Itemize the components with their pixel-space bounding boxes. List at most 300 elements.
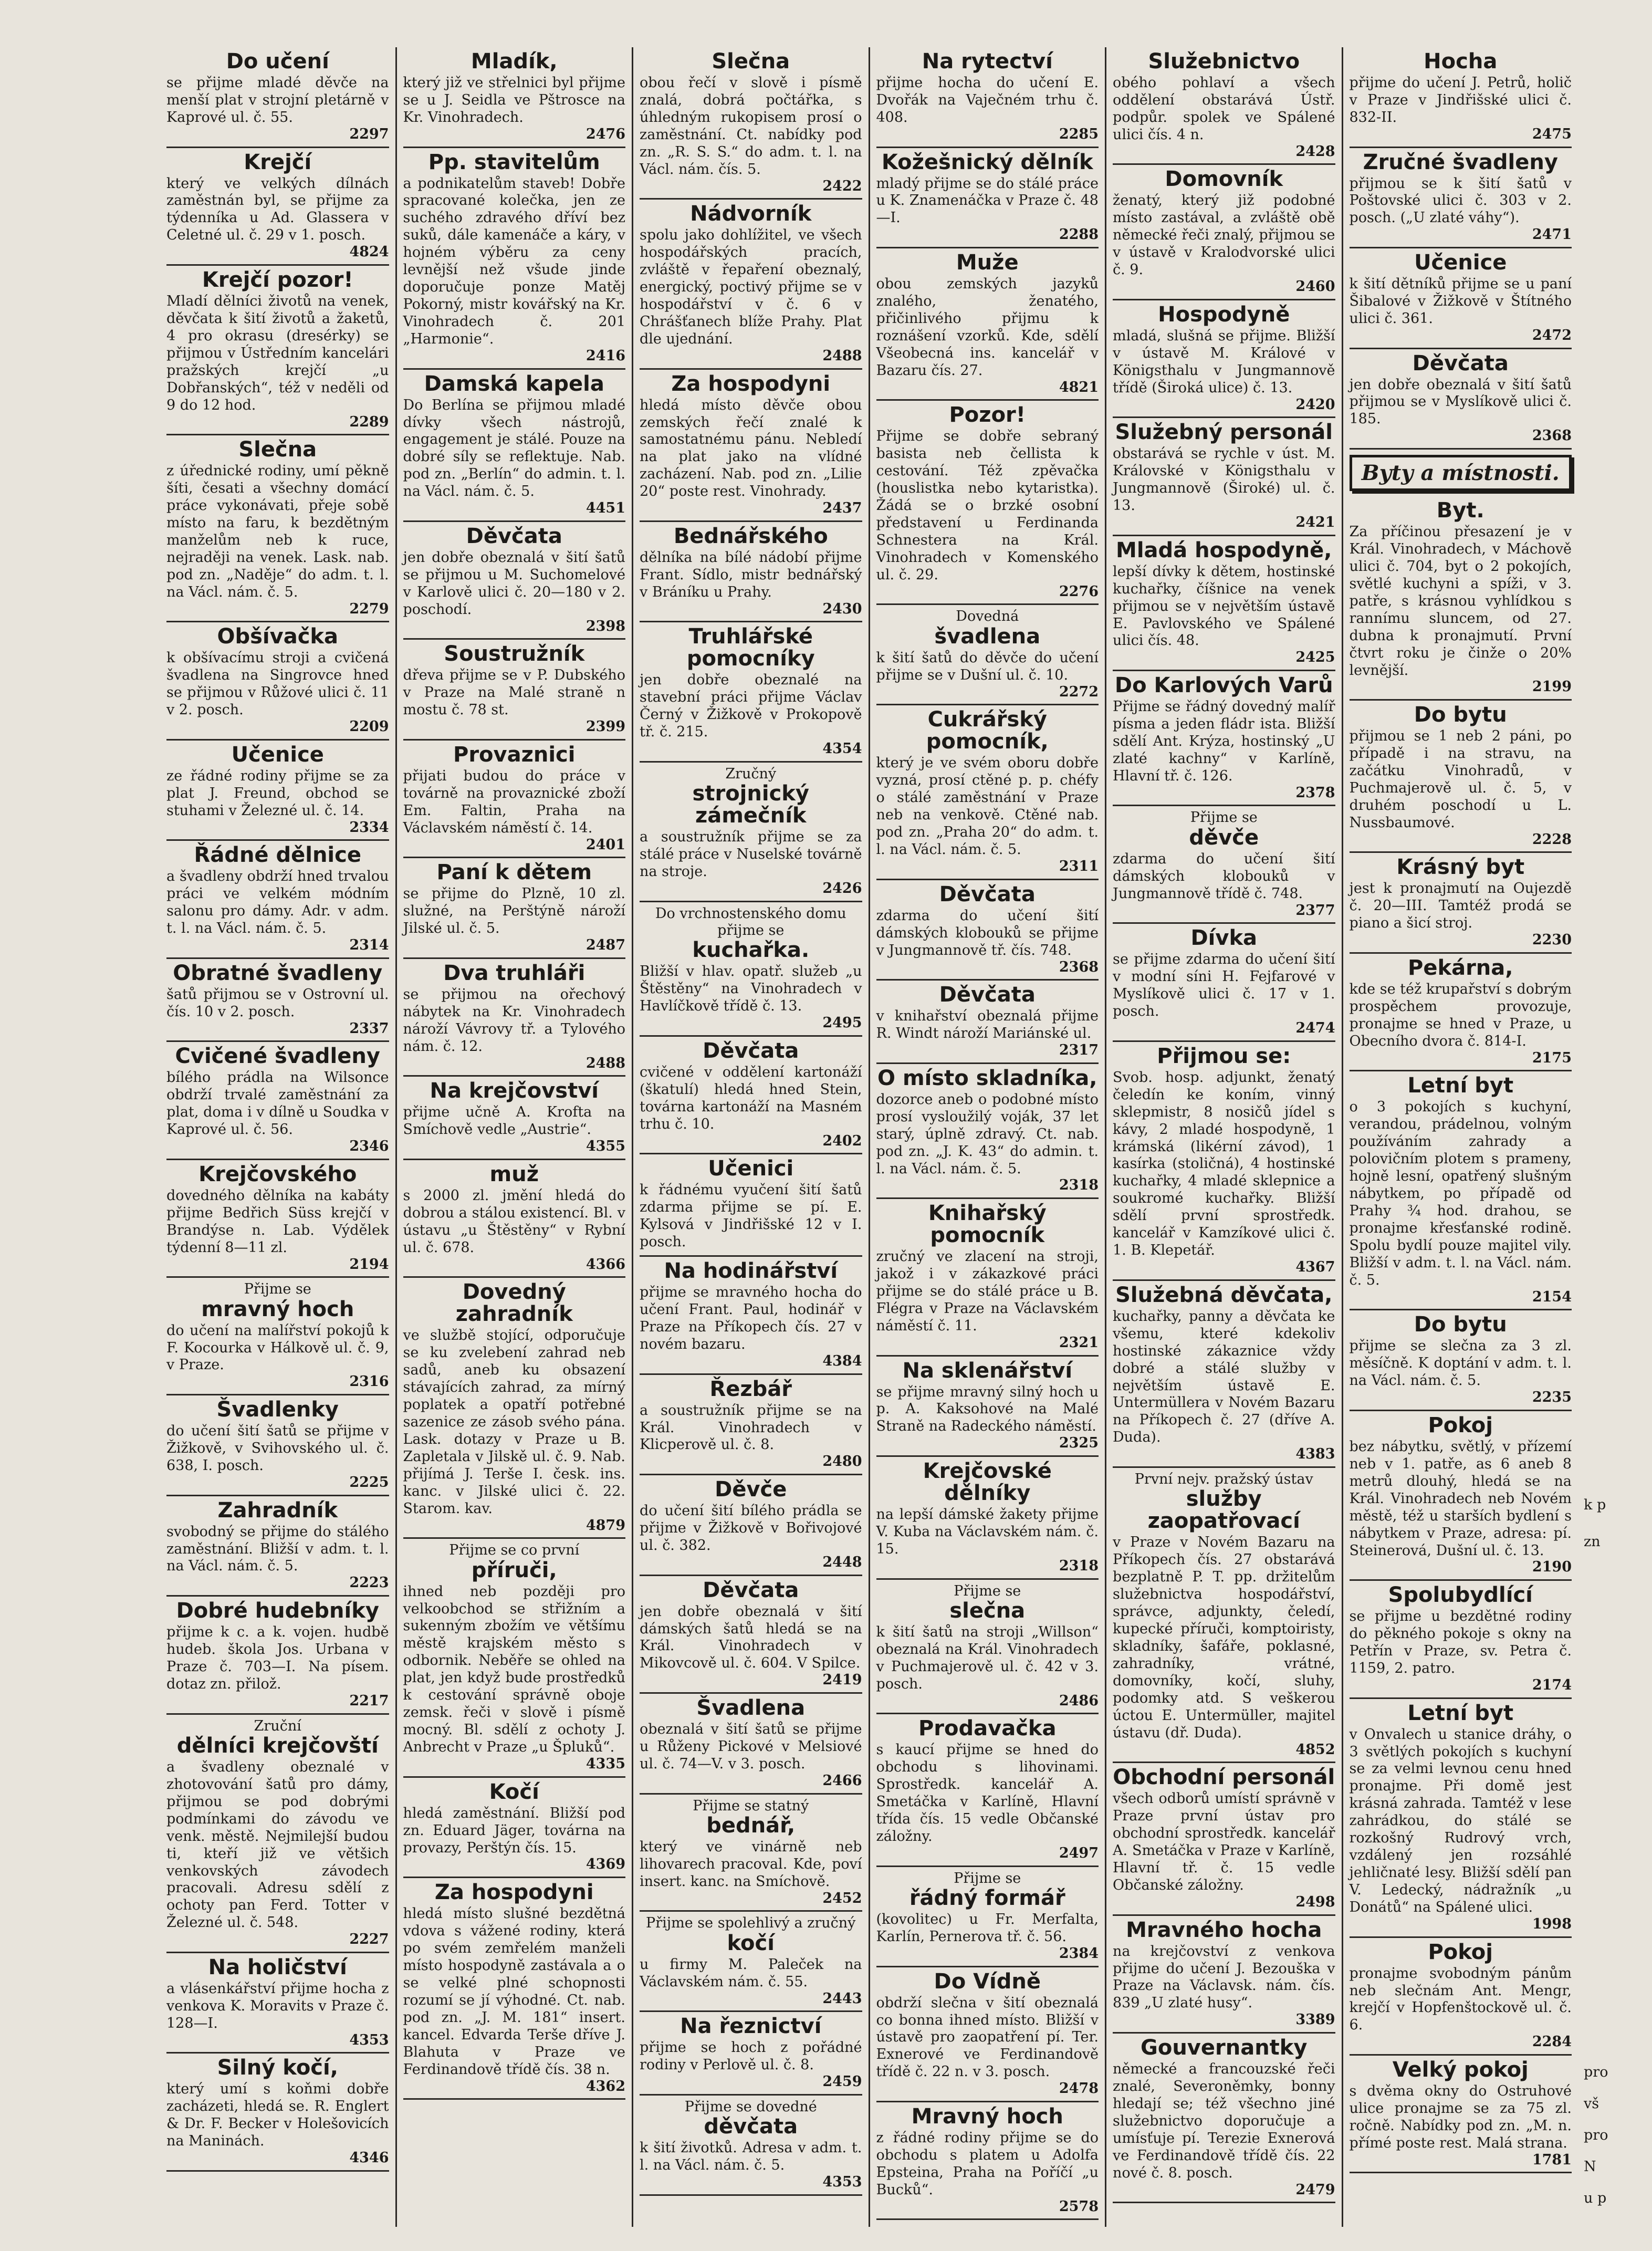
- ad-number: 2272: [1059, 683, 1099, 700]
- ad-number: 2474: [1295, 1020, 1335, 1037]
- ad-number: 2428: [1295, 143, 1335, 160]
- ad-preheading: První nejv. pražský ústav: [1134, 1471, 1313, 1487]
- ad-heading: Učenice: [231, 742, 324, 767]
- ad-body: přijme se slečna za 3 zl. měsíčně. K doptání v adm. t. l. na Václ. nám. č. 5.: [1349, 1338, 1572, 1389]
- classified-ad: [403, 1278, 626, 1539]
- classified-ad: [876, 1064, 1099, 1199]
- ad-heading: Učenici: [708, 1156, 794, 1181]
- adjacent-text-fragment: vš: [1584, 2096, 1599, 2112]
- ad-body: s 2000 zl. jmění hledá do dobrou a stálou existencí. Bl. v ústavu „u Štěstěny“ v Rybní ul. č. 678.: [403, 1187, 625, 1256]
- ad-heading: Spolubydlící: [1388, 1583, 1533, 1608]
- ad-number: 2325: [1059, 1435, 1099, 1452]
- classified-ad: [1113, 1042, 1335, 1281]
- ad-heading: Domovník: [1165, 167, 1283, 192]
- ad-body: k šití šatů do děvče do učení přijme se v Dušní ul. č. 10.: [876, 649, 1099, 683]
- ad-body: se přijmou na ořechový nábytek na Kr. Vinohradech nároží Vávrovy tř. a Tylového nám. č. 12.: [403, 986, 625, 1055]
- ad-heading: Obchodní personál: [1113, 1765, 1335, 1790]
- classified-ad: [166, 1496, 389, 1597]
- classified-ad: [1113, 418, 1335, 536]
- ad-heading: Na řeznictví: [680, 2014, 822, 2039]
- ad-heading: Velký pokoj: [1392, 2058, 1529, 2082]
- ad-body: k šití dětníků přijme se u paní Šibalové v Žižkově v Štítného ulici č. 361.: [1349, 276, 1572, 327]
- ad-body: jen dobře obeznalá v šití šatů se přijmou u M. Suchomelové v Karlově ulici č. 20—180 v 2. poschodí.: [403, 549, 625, 618]
- ad-body: s dvěma okny do Ostruhové ulice pronajme se za 75 zl. ročně. Nabídky pod zn. „M. n. přímé poste rest. Malá strana.: [1349, 2083, 1572, 2151]
- ad-heading: Pokoj: [1428, 1940, 1493, 1964]
- ad-number: 2419: [822, 1672, 862, 1689]
- ad-number: 2314: [349, 937, 389, 954]
- ad-number: 2488: [822, 347, 862, 364]
- classified-ad: [403, 1160, 626, 1278]
- ad-heading: děvčata: [704, 2114, 798, 2139]
- ad-body: v Praze v Novém Bazaru na Příkopech čís. 27 obstarává bezplatně P. T. pp. držitelům služebnictva hospodářství, správce, adjunkty, čeledí, kupecké příruči, komptoiristy, skladníky, šafáře, poklasné, zahradníky, vrátné, domovníky, kočí, sluhy, podomky atd. S veškerou úctou E. Untermüller, majitel ústavu (dř. Duda).: [1113, 1534, 1335, 1741]
- ad-heading: Krejčí: [244, 150, 312, 174]
- ad-body: a vlásenkářství přijme hocha z venkova K. Moravits v Praze č. 128—I.: [166, 1980, 389, 2031]
- ad-body: zručný ve zlacení na stroji, jakož i v zákazkové práci přijme se do stálé práce u B. Flégra v Praze na Václavském náměstí č. 11.: [876, 1248, 1099, 1334]
- ad-body: přijme do učení J. Petrů, holič v Praze v Jindřišské ulici č. 832-II.: [1349, 75, 1572, 126]
- ad-heading: Hospodyně: [1158, 302, 1290, 327]
- ad-preheading: Přijme se dovedné: [684, 2098, 817, 2115]
- ad-number: 2471: [1532, 226, 1572, 243]
- classified-ad: [403, 1878, 626, 2100]
- ad-number: 2368: [1059, 958, 1099, 975]
- ad-body: šatů přijmou se v Ostrovní ul. čís. 10 v 2. posch.: [166, 986, 389, 1020]
- classified-ad: [1350, 954, 1572, 1071]
- ad-heading: Silný kočí,: [217, 2056, 338, 2080]
- classified-ad: [403, 47, 626, 148]
- ad-body: jen dobře obeznalé na stavební práci přijme Václav Černý v Žižkově v Prokopově tř. č. 215.: [640, 672, 862, 741]
- classified-ad: [876, 47, 1099, 148]
- ad-heading: Řádné dělnice: [194, 843, 361, 868]
- ad-number: 4369: [585, 1856, 625, 1873]
- ad-number: 2421: [1295, 514, 1335, 530]
- ad-number: 2175: [1532, 1049, 1572, 1066]
- ad-body: jen dobře obeznalá v šití šatů přijmou se v Myslíkově ulici č. 185.: [1349, 376, 1572, 428]
- ad-body: hledá místo slušné bezdětná vdova s vážené rodiny, která po svém zemřelém manželi místo hospodyně zastávala a o se velké plné schopnosti rozumí se jí výhodné. Ct. nab. pod zn. „J. M. 181“ insert. kancel. Edvarda Terše dříve J. Blahuta v Praze ve Ferdinandově třídě čís. 38 n.: [403, 1905, 625, 2078]
- ad-number: 2422: [822, 178, 862, 194]
- classified-ad: [403, 148, 626, 370]
- ad-body: k šití životků. Adresa v adm. t. l. na Václ. nám. č. 5.: [640, 2140, 862, 2174]
- ad-body: Bližší v hlav. opatř. služeb „u Štěstěny“ na Vinohradech v Havlíčkově třídě č. 13.: [640, 963, 862, 1015]
- ad-heading: slečna: [949, 1598, 1026, 1623]
- ad-heading: řádný formář: [909, 1886, 1065, 1911]
- classified-ad: [640, 1375, 862, 1476]
- ad-body: bílého prádla na Wilsonce obdrží trvalé zaměstnání za plat, doma i v dílně u Soudka v Kaprové ul. č. 56.: [166, 1069, 389, 1138]
- ad-heading: Soustružník: [444, 642, 585, 666]
- ad-body: přijati budou do práce v továrně na provaznické zboží Em. Faltin, Praha na Václavském náměstí č. 14.: [403, 767, 625, 836]
- ad-body: Přijme se řádný dovedný malíř písma a jeden fládr ista. Bližší sdělí Ant. Krýza, hostinský „U zlaté kachny“ v Karlíně, Hlavní tř. č. 126.: [1113, 699, 1335, 784]
- ad-body: do učení šití bílého prádla se přijme v Žižkově v Bořivojové ul. č. 382.: [640, 1503, 862, 1554]
- classified-ad: [403, 741, 626, 858]
- classified-ad: [876, 1867, 1099, 1967]
- classified-ad: [640, 622, 862, 762]
- ad-number: 2284: [1532, 2034, 1572, 2050]
- ad-body: který ve velkých dílnách zaměstnán byl, se přijme za týdenníka u Ad. Glassera v Celetné ul. č. 29 v 1. posch.: [166, 175, 389, 244]
- ad-number: 4821: [1059, 379, 1099, 395]
- column-2: [395, 47, 632, 2227]
- ad-heading: Děvčata: [939, 983, 1036, 1007]
- ad-number: 2288: [1059, 226, 1099, 243]
- ad-body: obou zemských jazyků znalého, ženatého, přičinlivého přijmu k roznášení vzorků. Kde, sdělí Všeobecná ins. kancelář v Bazaru čís. 27.: [876, 276, 1099, 379]
- ad-preheading: Přijme se co první: [449, 1542, 580, 1559]
- ad-number: 2235: [1532, 1389, 1572, 1406]
- classified-ad: [403, 1077, 626, 1160]
- ad-heading: Mladá hospodyně,: [1116, 538, 1332, 562]
- ad-number: 2495: [822, 1015, 862, 1031]
- classified-ad: [640, 1694, 862, 1795]
- ad-body: obdrží slečna v šití obeznalá co bonna ihned místo. Bližší v ústavě pro zaopatření pí. Ter. Exnerové ve Ferdinandově třídě č. 22 n. v 3. posch.: [876, 1994, 1099, 2080]
- classified-ad: [876, 1714, 1099, 1867]
- ad-heading: Děvčata: [703, 1578, 799, 1602]
- classified-ad: [1350, 349, 1572, 450]
- ad-heading: Děvčata: [466, 524, 562, 548]
- ad-heading: děvče: [1189, 825, 1259, 850]
- classified-ad: [166, 2054, 389, 2171]
- ad-number: 2459: [822, 2073, 862, 2090]
- ad-body: obeznalá v šití šatů se přijme u Růženy Pickové v Melsiové ul. č. 74—V. v 3. posch.: [640, 1721, 862, 1772]
- ad-number: 2399: [585, 718, 625, 735]
- ad-heading: Kočí: [489, 1779, 539, 1804]
- classified-ad: [876, 148, 1099, 249]
- classified-ad: [640, 2012, 862, 2096]
- classified-ad: [1113, 47, 1335, 165]
- ad-heading: Dva truhláři: [443, 961, 585, 985]
- ad-body: který již ve střelnici byl přijme se u J. Seidla ve Pštrosce na Kr. Vinohradech.: [403, 75, 625, 126]
- ad-number: 2174: [1532, 1676, 1572, 1693]
- classified-ad: [166, 741, 389, 841]
- ad-heading: Na rytectví: [922, 49, 1053, 74]
- ad-number: 4354: [822, 741, 862, 757]
- classified-ad: [166, 622, 389, 740]
- adjacent-text-fragment: pro: [1584, 2064, 1608, 2080]
- ad-preheading: Zručný: [725, 765, 777, 782]
- ad-number: 2426: [822, 880, 862, 897]
- ad-body: svobodný se přijme do stálého zaměstnání. Bližší v adm. t. l. na Václ. nám. č. 5.: [166, 1523, 389, 1575]
- ad-number: 4367: [1295, 1259, 1335, 1276]
- classified-ad: [403, 522, 626, 640]
- ad-body: s kaucí přijme se hned do obchodu s lihovinami. Sprostředk. kancelář A. Smetáčka v Karlíně, Hlavní třída čís. 15 vedle Občanské záložny.: [876, 1742, 1099, 1845]
- ad-heading: Švadlenky: [216, 1398, 339, 1422]
- ad-heading: Provaznici: [453, 742, 576, 767]
- ad-heading: Za hospodyni: [671, 371, 831, 396]
- ad-number: 2225: [349, 1474, 389, 1491]
- ad-heading: Damská kapela: [424, 371, 604, 396]
- ad-number: 2209: [349, 718, 389, 735]
- ad-body: k obšívacímu stroji a cvičená švadlena na Singrovce hned se přijmou v Růžové ulici č. 11 v 2. posch.: [166, 650, 389, 718]
- adjacent-text-fragment: N: [1584, 2159, 1596, 2175]
- classified-ad: [1350, 1938, 1572, 2056]
- ad-heading: Kožešnický dělník: [881, 150, 1093, 174]
- ad-body: přijme se hoch z pořádné rodiny v Perlově ul. č. 8.: [640, 2039, 862, 2073]
- ad-preheading: Dovedná: [956, 608, 1019, 625]
- ad-heading: Do Karlových Varů: [1114, 673, 1333, 698]
- ad-heading: Nádvorník: [690, 202, 812, 226]
- column-5: [1105, 47, 1342, 2227]
- ad-heading: Učenice: [1414, 251, 1507, 275]
- ad-number: 4451: [585, 500, 625, 517]
- ad-heading: Mravný hoch: [911, 2104, 1063, 2129]
- classified-ad: [640, 1154, 862, 1257]
- ad-body: obou řečí v slově i písmě znalá, dobrá počtářka, s úhledným rukopisem prosí o zaměstnání. Ct. nabídky pod zn. „R. S. S.“ do adm. t. l. na Václ. nám. čís. 5.: [640, 75, 862, 178]
- ad-preheading: Přijme se statný: [693, 1797, 809, 1814]
- ad-number: 2318: [1059, 1177, 1099, 1194]
- ad-number: 2368: [1532, 428, 1572, 444]
- ad-body: se přijme zdarma do učení šití v modní síni H. Fejfarové v Myslíkově ulici č. 17 v 1. posch.: [1113, 951, 1335, 1020]
- ad-heading: Dívka: [1190, 926, 1258, 951]
- ad-number: 2377: [1295, 902, 1335, 919]
- ad-number: 2448: [822, 1554, 862, 1570]
- ad-number: 2488: [585, 1055, 625, 1071]
- ad-number: 2384: [1059, 1945, 1099, 1962]
- ad-body: ve službě stojící, odporučuje se ku zvelebení zahrad neb sadů, aneb ku obsazení stávajících zahrad, za mírný poplatek a opatří potřebné sazenice ze zásob svého pána. Lask. dotazy v Praze u B. Zapletala v Jilskě ul. č. 9. Nab. přijímá J. Terše I. česk. ins. kanc. v Jilské ulici č. 22. Starom. kav.: [403, 1327, 625, 1517]
- classified-ad: [166, 1953, 389, 2054]
- classified-ad: [876, 981, 1099, 1064]
- classified-ad: [876, 1580, 1099, 1715]
- classified-ad: [876, 880, 1099, 981]
- ad-heading: Byt.: [1436, 498, 1484, 523]
- ad-heading: Přijmou se:: [1157, 1044, 1291, 1068]
- ad-heading: Do Vídně: [934, 1969, 1041, 1994]
- ad-number: 2289: [349, 413, 389, 430]
- adjacent-text-fragment: u p: [1584, 2190, 1607, 2206]
- ad-body: dovedného dělníka na kabáty přijme Bedřich Süss krejčí v Brandýse n. Lab. Výdělek týdenní 8—11 zl.: [166, 1187, 389, 1256]
- classified-ad: [876, 605, 1099, 705]
- ad-number: 2452: [822, 1890, 862, 1906]
- ad-number: 2316: [349, 1373, 389, 1390]
- ad-heading: Obratné švadleny: [173, 961, 383, 985]
- classified-ad: [876, 248, 1099, 401]
- classified-ad: [1113, 1281, 1335, 1468]
- ad-body: k šití šatů na stroji „Willson“ obeznalá na Král. Vinohradech v Puchmajerově ul. č. 42 v 3. posch.: [876, 1623, 1099, 1692]
- classified-ad: [1350, 701, 1572, 853]
- classified-ad: [876, 1457, 1099, 1580]
- ad-number: 2346: [349, 1138, 389, 1155]
- ad-number: 2437: [822, 500, 862, 517]
- ad-heading: dělníci krejčovští: [176, 1733, 379, 1758]
- ad-heading: Muže: [956, 251, 1019, 275]
- ad-body: Mladí dělníci životů na venek, děvčata k šití životů a žaketů, 4 pro okrasu (dresérky) se přijmou v Ústředním kancelári pražských krejčí „u Dobřanských“, též v neděli od 9 do 12 hod.: [166, 293, 389, 413]
- column-3: [632, 47, 869, 2227]
- ad-number: 2228: [1532, 831, 1572, 848]
- ad-number: 2475: [1532, 126, 1572, 142]
- ad-body: o 3 pokojích s kuchyní, verandou, prádelnou, volným používáním zahrady a polovičním plotem s prameny, hojně lesní, opatřený slušným nábytkem, po případě od Prahy ¾ hod. drahou, se pronajme křesťanské rodině. Spolu bydlí pouze majitel vily. Bližší v adm. t. l. na Václ. nám. č. 5.: [1349, 1099, 1572, 1288]
- ad-body: z úřednické rodiny, umí pěkně šíti, česati a všechny domácí práce vykonávati, přeje sobě místo na faru, k bezdětným manželům neb k ruce, nejraději na venek. Lask. nab. pod zn. „Naděje“ do adm. t. l. na Václ. nám. č. 5.: [166, 463, 389, 600]
- ad-number: 2466: [822, 1772, 862, 1789]
- classified-ad: [640, 902, 862, 1037]
- ad-body: ze řádné rodiny přijme se za plat J. Freund, obchod se stuhami v Železné ul. č. 14.: [166, 767, 389, 819]
- ad-number: 2285: [1059, 126, 1099, 142]
- column-1: [160, 47, 395, 2227]
- ad-heading: Pp. stavitelům: [428, 150, 600, 174]
- classified-ad: [1113, 1763, 1335, 1915]
- ad-heading: Letní byt: [1407, 1701, 1514, 1725]
- ad-heading: Pokoj: [1428, 1413, 1493, 1437]
- classified-ad: [876, 1357, 1099, 1457]
- ad-heading: Krásný byt: [1396, 855, 1525, 880]
- ad-number: 2498: [1295, 1893, 1335, 1910]
- ad-number: 4383: [1295, 1446, 1335, 1463]
- classified-ad: [1350, 1310, 1572, 1411]
- ad-number: 2154: [1532, 1288, 1572, 1305]
- ad-heading: Děvčata: [939, 882, 1036, 906]
- classified-ad: [403, 1539, 626, 1777]
- ad-body: z řádné rodiny přijme se do obchodu s platem u Adolfa Epsteina, Praha na Poříčí „u Bucků“.: [876, 2129, 1099, 2198]
- ad-number: 2190: [1532, 1559, 1572, 1576]
- ad-number: 4824: [349, 244, 389, 260]
- ad-number: 2194: [349, 1256, 389, 1273]
- ad-body: který ve vinárně neb lihovarech pracoval. Kde, poví insert. kanc. na Smíchově.: [640, 1838, 862, 1890]
- ad-body: a švadleny obeznalé v zhotovování šatů pro dámy, přijmou se pod dobrými podmínkami do závodu ve venk. městě. Nejmilejší budou ti, kteří již ve většich venkovských závodech pracovali. Adresu sdělí z ochoty pan Ferd. Totter v Železné ul. č. 548.: [166, 1758, 389, 1931]
- ad-heading: Bednářského: [673, 524, 828, 548]
- ad-heading: Mravného hocha: [1126, 1917, 1322, 1942]
- adjacent-page-strip: [1581, 47, 1644, 2227]
- classified-ad: [1113, 671, 1335, 806]
- ad-heading: Na hodinářství: [664, 1259, 838, 1284]
- adjacent-text-fragment: k p: [1584, 1497, 1606, 1513]
- ad-heading: Cvičené švadleny: [175, 1044, 380, 1069]
- ad-heading: Dovedný zahradník: [455, 1280, 573, 1327]
- classified-ad: [640, 2096, 862, 2196]
- ad-body: hledá místo děvče obou zemských řečí znalé k samostatnému pánu. Nebledí na plat jako na vlídné zacházení. Nab. pod zn. „Lilie 20“ poste rest. Vinohrady.: [640, 397, 862, 500]
- ad-heading: O místo skladníka,: [877, 1066, 1097, 1090]
- ad-body: pronajme svobodným pánům neb slečnám Ant. Mengr, krejčí v Hopfenštockově ul. č. 6.: [1349, 1965, 1572, 2034]
- ad-number: 4353: [822, 2174, 862, 2191]
- classified-ad: [876, 1199, 1099, 1356]
- classified-ad: [166, 1395, 389, 1496]
- ad-heading: Krejčovské dělníky: [923, 1459, 1052, 1506]
- classified-ad: [640, 1257, 862, 1374]
- ad-heading: Děvčata: [703, 1038, 799, 1063]
- ad-body: cvičené v oddělení kartonáží (škatulí) hledá hned Stein, továrna kartonáží na Masném trhu č. 10.: [640, 1064, 862, 1132]
- classified-ad: [640, 522, 862, 623]
- ad-number: 2230: [1532, 932, 1572, 949]
- ad-body: přijme k c. a k. vojen. hudbě hudeb. škola Jos. Urbana v Praze č. 703—I. Na písem. dotaz zn. přilož.: [166, 1624, 389, 1692]
- ad-heading: Pekárna,: [1408, 955, 1513, 980]
- classified-ad: [1350, 2056, 1572, 2173]
- ad-heading: kočí: [727, 1931, 775, 1955]
- ad-number: 2476: [585, 126, 625, 142]
- ad-heading: švadlena: [934, 624, 1041, 649]
- classified-ad: [876, 2102, 1099, 2220]
- ad-body: se přijme mladé děvče na menší plat v strojní pletárně v Kaprové ul. č. 55.: [166, 75, 389, 126]
- classified-ad: [876, 401, 1099, 605]
- classified-ad: [403, 1778, 626, 1879]
- classified-ad: [166, 1160, 389, 1278]
- ad-body: přijme učně A. Krofta na Smíchově vedle „Austrie“.: [403, 1104, 625, 1138]
- classified-ad: [640, 763, 862, 902]
- ad-number: 2416: [585, 347, 625, 364]
- ad-heading: Děvčata: [1412, 351, 1509, 376]
- adjacent-text-fragment: pro: [1584, 2127, 1608, 2143]
- ad-number: 2199: [1532, 679, 1572, 695]
- classified-ad: [166, 148, 389, 266]
- ad-heading: Na holičství: [208, 1955, 347, 1979]
- classified-ad: [403, 959, 626, 1077]
- classified-ad: [1350, 248, 1572, 349]
- classified-ad: [1350, 47, 1572, 148]
- classified-ad: [166, 1042, 389, 1160]
- ad-body: do učení na malířství pokojů k F. Kocourka v Hálkově ul. č. 9, v Praze.: [166, 1322, 389, 1373]
- classified-ad: [166, 47, 389, 148]
- classified-ad: [166, 435, 389, 622]
- ad-body: přijmou se 1 neb 2 páni, po případě i na stravu, na začátku Vinohradů, v Puchmajerově ul. č. 5, v druhém poschodí u L. Nussbaumové.: [1349, 728, 1572, 831]
- classified-ad: [640, 1475, 862, 1576]
- classified-ad: [1350, 1411, 1572, 1581]
- ad-number: 4353: [349, 2031, 389, 2048]
- classified-ad: [640, 370, 862, 522]
- classified-ad: [1350, 1699, 1572, 1938]
- ad-number: 2443: [822, 1990, 862, 2007]
- ad-body: který umí s koňmi dobře zacházeti, hledá se. R. Englert & Dr. F. Becker v Holešovicích na Maninách.: [166, 2081, 389, 2150]
- classified-ad: [1113, 924, 1335, 1041]
- ad-heading: strojnický zámečník: [692, 781, 809, 828]
- classified-ad: [1350, 148, 1572, 249]
- ad-heading: kuchařka.: [692, 938, 810, 963]
- ad-body: a švadleny obdrží hned trvalou práci ve velkém módním salonu pro dámy. Adr. v adm. t. l. na Václ. nám. č. 5.: [166, 868, 389, 937]
- ad-heading: Za hospodyni: [434, 1880, 594, 1905]
- ad-body: a podnikatelům staveb! Dobře spracované kolečka, jen ze suchého zdravého dříví bez suků, dále kamenáče a káry, v hojném výběru za ceny levnější než všude jinde doporučuje ponze Matěj Pokorný, mistr kovářský na Kr. Vinohradech č. 201 „Harmonie“.: [403, 175, 625, 347]
- ad-heading: Prodavačka: [918, 1716, 1057, 1741]
- ad-body: Do Berlína se přijmou mladé dívky všech nástrojů, engagement je stálé. Pouze na dobré síly se reflektuje. Nab. pod zn. „Berlín“ do admin. t. l. na Václ. nám. č. 5.: [403, 397, 625, 500]
- ad-heading: Do bytu: [1414, 703, 1507, 727]
- ad-body: ihned neb později pro velkoobchod se střižním a sukenným zbožím ve většímu městě krajském město s odbornik. Neběře se ohled na plat, jen když bude prostředků k cestování správně oboje zemsk. řeči v slově i písmě mocný. Bl. sdělí z ochoty J. Anbrecht v Praze „u Špluků“.: [403, 1583, 625, 1756]
- ad-body: hledá zaměstnání. Bližší pod zn. Eduard Jäger, továrna na provazy, Perštýn čís. 15.: [403, 1805, 625, 1856]
- ad-number: 2276: [1059, 583, 1099, 600]
- ad-number: 2227: [349, 1931, 389, 1948]
- ad-heading: Služebnictvo: [1148, 49, 1300, 74]
- ad-number: 2402: [822, 1132, 862, 1149]
- column-4: [869, 47, 1105, 2227]
- ad-number: 2378: [1295, 784, 1335, 801]
- ad-preheading: Do vrchnostenského domu přijme se: [655, 905, 846, 939]
- ad-body: zdarma do učení šití dámských klobouků v Jungmannově třídě č. 748.: [1113, 850, 1335, 902]
- ad-number: 2297: [349, 126, 389, 142]
- ad-heading: Dobré hudebníky: [176, 1599, 379, 1623]
- classified-ad: [166, 1715, 389, 1953]
- classified-ad: [166, 266, 389, 435]
- ad-number: 2425: [1295, 649, 1335, 666]
- ad-body: přijme se mravného hocha do učení Frant. Paul, hodinář v Praze na Příkopech čís. 27 v novém bazaru.: [640, 1284, 862, 1352]
- ad-number: 4366: [585, 1256, 625, 1273]
- classified-ad: [1350, 496, 1572, 701]
- classified-ad: [640, 47, 862, 200]
- ad-number: 2223: [349, 1575, 389, 1591]
- classified-ad: [1350, 853, 1572, 954]
- classified-ad: [1113, 165, 1335, 300]
- ad-number: 2318: [1059, 1557, 1099, 1574]
- classified-ad: [403, 858, 626, 959]
- ad-number: 2401: [585, 836, 625, 853]
- classified-ad: [403, 640, 626, 741]
- ad-body: bez nábytku, světlý, v přízemí neb v 1. patře, as 6 aneb 8 metrů dlouhý, hledá se na Král. Vinohradech neb Novém městě, též u starších bydlení s nábytkem v Praze, adresa: pí. Steinerová, Dušní ul. č. 13.: [1349, 1438, 1572, 1559]
- ad-heading: muž: [489, 1162, 539, 1186]
- ad-heading: Knihařský pomocník: [928, 1201, 1047, 1248]
- ad-body: a soustružník přijme se na Král. Vinohradech v Klicperově ul. č. 8.: [640, 1402, 862, 1453]
- ad-number: 2311: [1059, 858, 1099, 875]
- classified-ad: [166, 841, 389, 958]
- ad-body: ženatý, který již podobné místo zastával, a zvláště obě německé řeči znalý, přijmou se v ústavě v Kralodvorské ulici č. 9.: [1113, 192, 1335, 278]
- ad-preheading: Přijme se: [1190, 809, 1258, 826]
- ad-body: v knihařství obeznalá přijme R. Windt nároží Mariánské ul.: [876, 1008, 1099, 1042]
- classified-ad: [1350, 1071, 1572, 1310]
- ad-heading: Cukrářský pomocník,: [926, 707, 1049, 754]
- ad-body: který je ve svém oboru dobře vyzná, prosí ctěné p. p. chéfy o stálé zaměstnání v Praze neb na venkově. Ctěné nab. pod zn. „Praha 20“ do adm. t. l. na Václ. nám. č. 5.: [876, 755, 1099, 858]
- ad-body: na lepší dámské žakety přijme V. Kuba na Václavském nám. č. 15.: [876, 1506, 1099, 1557]
- ad-heading: Zručné švadleny: [1363, 150, 1558, 174]
- ad-number: 3389: [1295, 2012, 1335, 2028]
- ad-heading: Řezbář: [709, 1377, 792, 1401]
- ad-body: zdarma do učení šití dámských klobouků se přijme v Jungmannově tř. čís. 748.: [876, 907, 1099, 958]
- classified-ad: [1113, 536, 1335, 671]
